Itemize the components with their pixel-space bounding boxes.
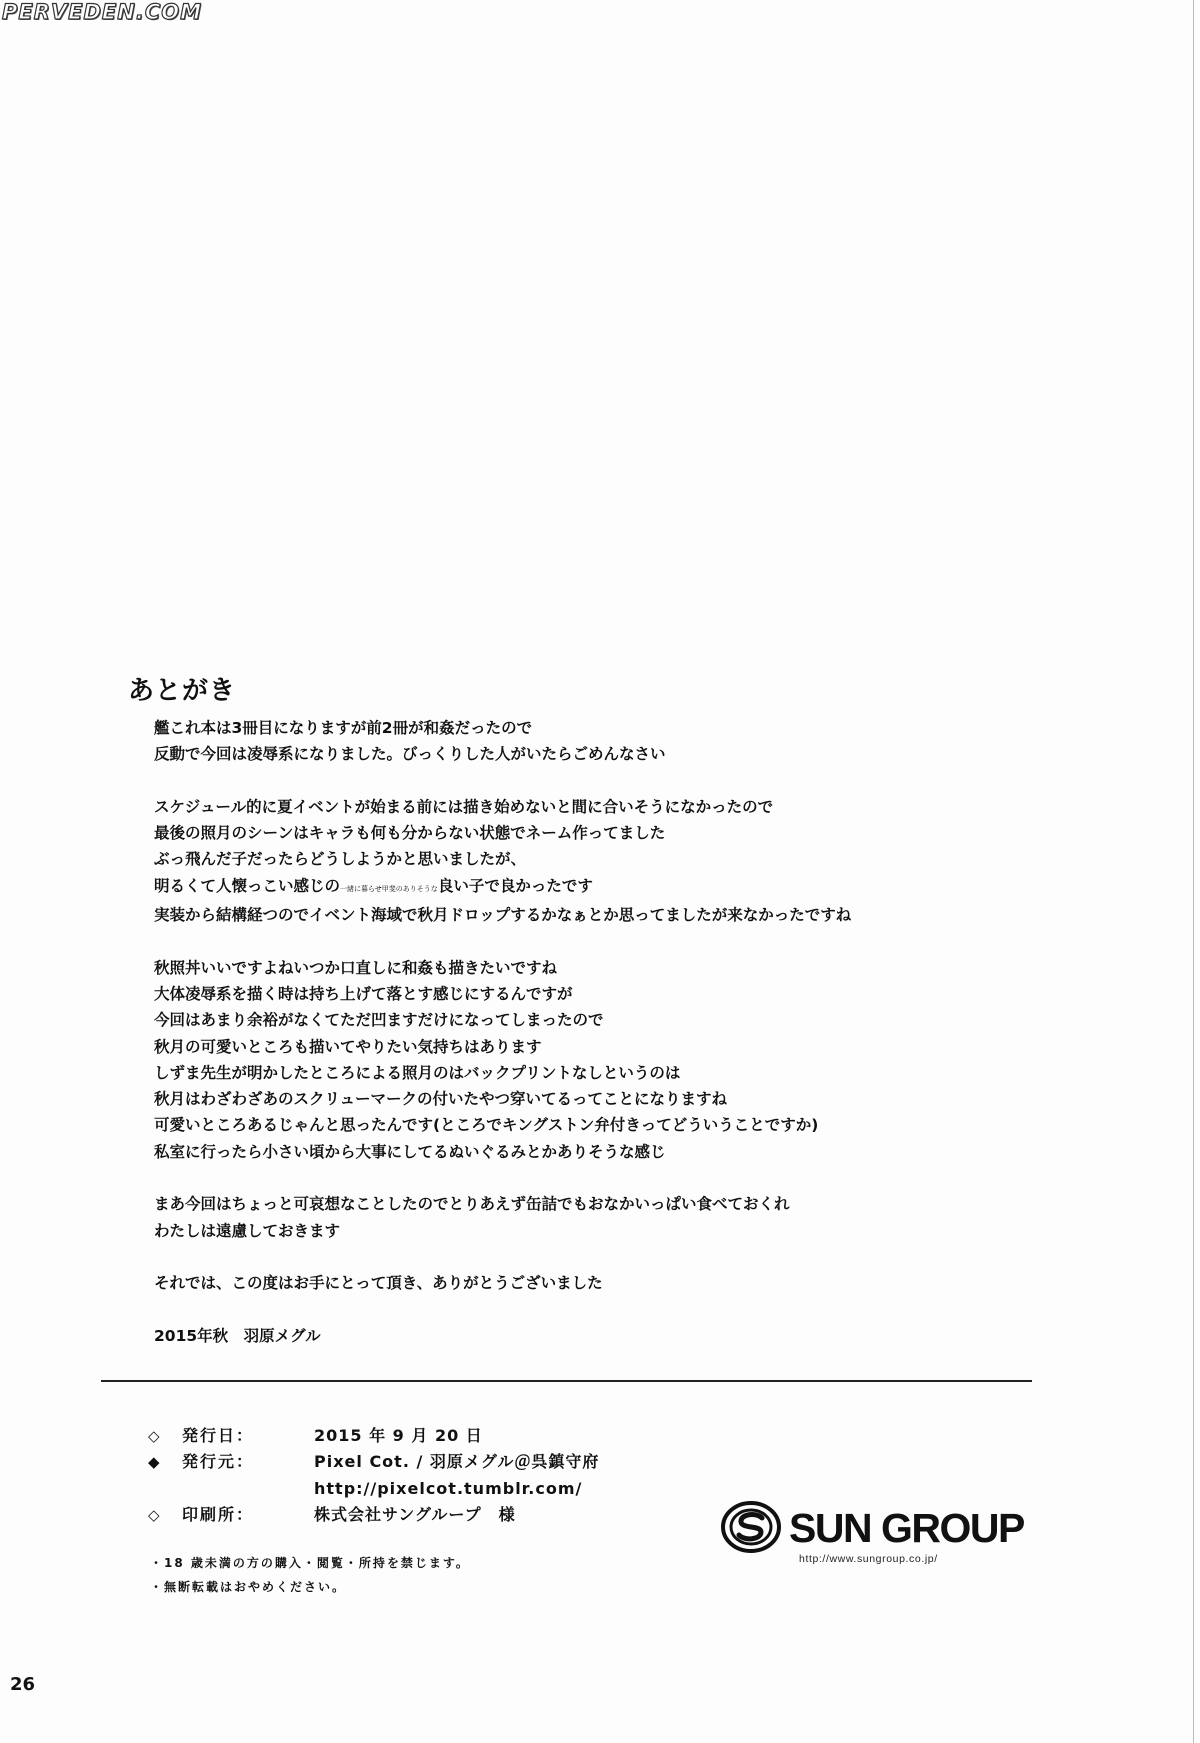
printer-logo	[720, 1500, 1040, 1570]
paragraph-2	[154, 794, 1154, 928]
colophon-value: 株式会社サングループ 様	[314, 1504, 516, 1524]
colophon-label: 印刷所：	[182, 1504, 255, 1524]
hollow-diamond-icon: ◇	[148, 1427, 161, 1445]
text-line: 今回はあまり余裕がなくてただ凹ますだけになってしまったので	[154, 1011, 604, 1030]
colophon-row-url	[148, 1476, 599, 1502]
colophon-row-printer	[148, 1502, 599, 1528]
publisher-url: http://pixelcot.tumblr.com/	[314, 1478, 583, 1498]
colophon-row-date	[148, 1423, 599, 1449]
text-line-with-note	[154, 873, 1154, 902]
colophon-label: 発行元：	[182, 1452, 255, 1472]
text-line: 大体凌辱系を描く時は持ち上げて落とす感じにするんですが	[154, 984, 573, 1003]
text-line: 秋月はわざわざあのスクリューマークの付いたやつ穿いてるってことになりますね	[154, 1090, 728, 1109]
text-line: スケジュール的に夏イベントが始まる前には描き始めないと間に合いそうになかったので	[154, 797, 774, 816]
text-line: 反動で今回は凌辱系になりました。びっくりした人がいたらごめんなさい	[154, 745, 666, 764]
colophon-row-publisher	[148, 1449, 599, 1475]
text-fragment: 良い子で良かったです	[437, 876, 593, 895]
colophon-value: 2015 年 9 月 20 日	[314, 1426, 483, 1445]
site-watermark: PERVEDEN.COM	[2, 0, 202, 24]
text-line: 秋月の可愛いところも描いてやりたい気持ちはあります	[154, 1037, 542, 1056]
text-fragment: 明るくて人懐っこい感じの	[154, 876, 341, 895]
text-line: それでは、この度はお手にとって頂き、ありがとうございました	[154, 1274, 603, 1293]
page-edge-line	[1193, 0, 1194, 1743]
colophon-value: Pixel Cot. / 羽原メグル＠呉鎮守府	[314, 1452, 600, 1472]
paragraph-3	[154, 955, 1154, 1165]
text-line: 私室に行ったら小さい頃から大事にしてるぬいぐるみとかありそうな感じ	[154, 1142, 666, 1161]
text-line: 可愛いところあるじゃんと思ったんです(ところでキングストン弁付きってどういうことですか)	[154, 1116, 819, 1135]
divider-rule	[101, 1380, 1032, 1382]
legal-note: ・18 歳未満の方の購入・閲覧・所持を禁じます。	[150, 1556, 470, 1570]
colophon	[148, 1423, 599, 1528]
text-line: 実装から結構経つのでイベント海域で秋月ドロップするかなぁとか思ってましたが来なかったですね	[154, 906, 852, 925]
text-line: 秋照丼いいですよねいつか口直しに和姦も描きたいですね	[154, 958, 558, 977]
filled-diamond-icon: ◆	[148, 1453, 161, 1472]
legal-note: ・無断転載はおやめください。	[150, 1580, 347, 1594]
sun-group-logo-icon	[720, 1500, 782, 1554]
afterword-title: あとがき	[128, 676, 237, 706]
small-note: 一緒に暮らせ甲斐のありそうな	[340, 884, 438, 893]
colophon-label: 発行日：	[182, 1426, 255, 1445]
paragraph-5	[154, 1270, 1154, 1296]
text-line: しずま先生が明かしたところによる照月のはバックプリントなしというのは	[154, 1063, 681, 1082]
signature: 2015年秋 羽原メグル	[154, 1326, 321, 1345]
printer-logo-name: SUN GROUP	[789, 1505, 1024, 1551]
text-line: 艦これ本は3冊目になりますが前2冊が和姦だったので	[154, 719, 533, 737]
text-line: まあ今回はちょっと可哀想なことしたのでとりあえず缶詰でもおなかいっぱい食べておくれ	[154, 1195, 790, 1214]
legal-notes	[150, 1551, 470, 1599]
hollow-diamond-icon: ◇	[148, 1505, 161, 1524]
page-number: 26	[10, 1674, 36, 1695]
paragraph-4	[154, 1191, 1154, 1244]
text-line: わたしは遠慮しておきます	[154, 1221, 341, 1240]
paragraph-1	[154, 715, 1154, 768]
text-line: 最後の照月のシーンはキャラも何も分からない状態でネーム作ってました	[154, 824, 666, 843]
text-line: ぶっ飛んだ子だったらどうしようかと思いましたが、	[154, 850, 527, 869]
printer-logo-url: http://www.sungroup.co.jp/	[799, 1553, 938, 1565]
afterword-body	[154, 715, 1154, 1349]
